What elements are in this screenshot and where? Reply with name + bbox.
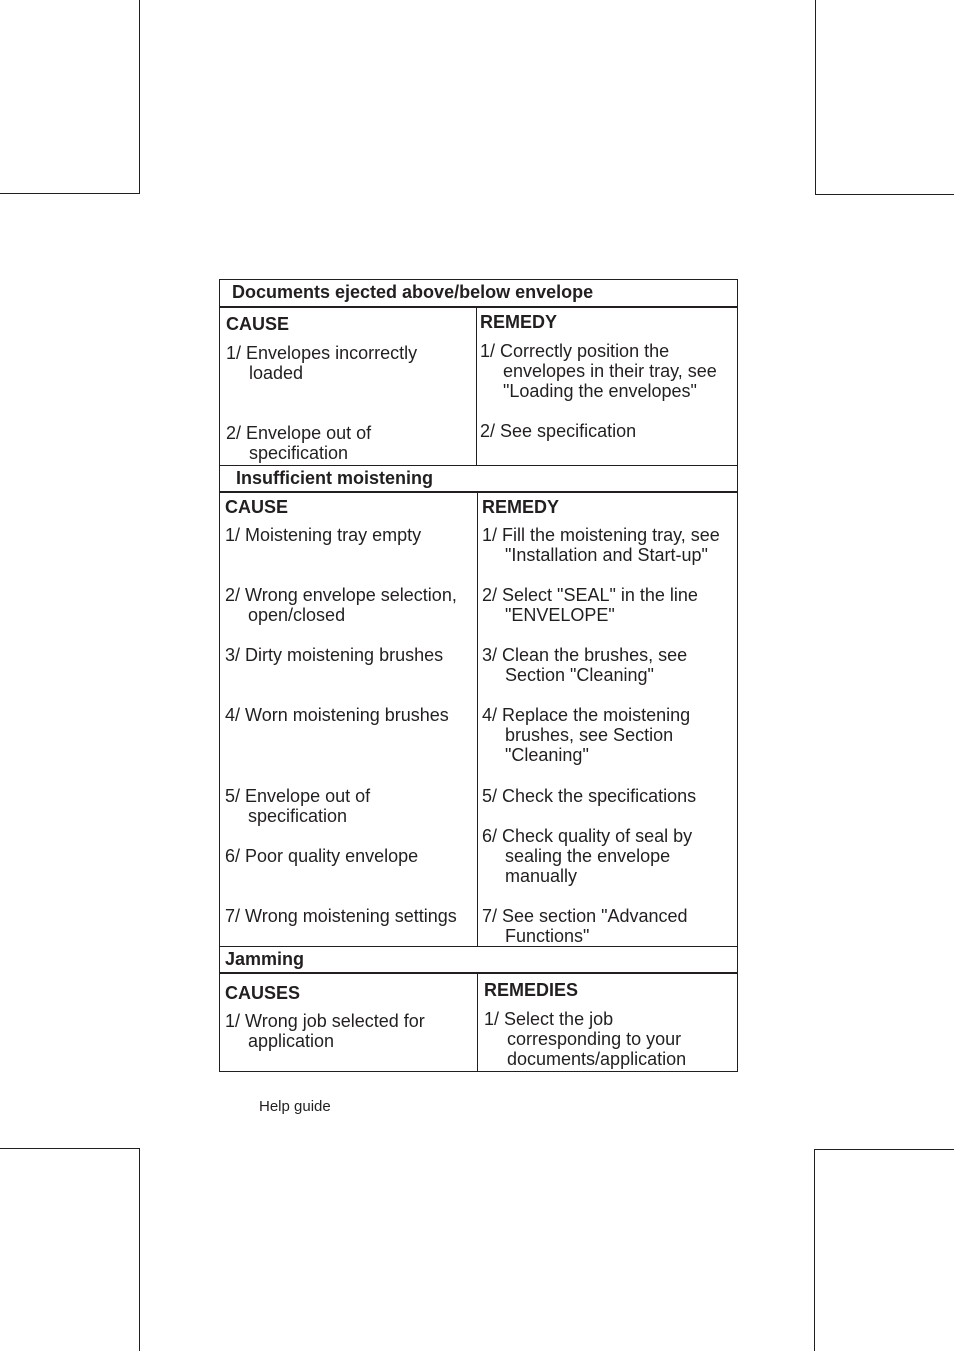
item-number: 3/ <box>225 645 241 665</box>
remedy-header: REMEDIES <box>484 980 579 1000</box>
item-text: Check quality of seal by <box>502 826 693 846</box>
cause-item <box>225 705 449 725</box>
item-number: 1/ <box>225 1011 241 1031</box>
item-text: Clean the brushes, see <box>502 645 688 665</box>
crop-mark-top-right-vertical <box>815 0 816 195</box>
crop-mark-top-right-horizontal <box>815 194 954 195</box>
remedy-item <box>482 826 692 886</box>
item-number: 2/ <box>482 585 498 605</box>
item-text: specification <box>249 443 349 463</box>
section-title: Documents ejected above/below envelope <box>232 282 594 302</box>
item-text: Correctly position the <box>500 341 670 361</box>
item-text: "Installation and Start-up" <box>505 545 708 565</box>
item-text: Functions" <box>505 926 590 946</box>
item-text: Moistening tray empty <box>245 525 422 545</box>
item-text: "Cleaning" <box>505 745 589 765</box>
remedy-item <box>482 906 688 946</box>
item-number: 5/ <box>482 786 498 806</box>
item-number: 7/ <box>225 906 241 926</box>
item-text: "ENVELOPE" <box>505 605 615 625</box>
item-text: See specification <box>500 421 637 441</box>
item-number: 3/ <box>482 645 498 665</box>
column-divider-section-2 <box>477 492 478 947</box>
item-text: loaded <box>249 363 304 383</box>
remedy-item <box>484 1009 686 1069</box>
crop-mark-bottom-left-horizontal <box>0 1148 140 1149</box>
cause-item <box>225 585 457 625</box>
column-divider-section-3 <box>477 973 478 1072</box>
rule-under-section-3-title <box>220 972 737 974</box>
cause-item <box>225 786 370 826</box>
rule-under-section-1-title <box>220 306 737 308</box>
cause-header: CAUSES <box>225 983 301 1003</box>
cause-item <box>225 846 418 866</box>
item-text: Section "Cleaning" <box>505 665 654 685</box>
remedy-item <box>482 645 687 685</box>
item-text: manually <box>505 866 578 886</box>
remedy-item <box>482 525 720 565</box>
cause-item <box>226 423 371 463</box>
item-text: Wrong job selected for <box>245 1011 425 1031</box>
cause-header: CAUSE <box>226 314 290 334</box>
item-text: specification <box>248 806 348 826</box>
item-text: Wrong moistening settings <box>245 906 457 926</box>
item-text: Fill the moistening tray, see <box>502 525 720 545</box>
item-number: 1/ <box>226 343 242 363</box>
remedy-header: REMEDY <box>480 312 558 332</box>
cause-item <box>225 1011 425 1051</box>
remedy-item <box>482 585 698 625</box>
rule-under-section-2 <box>220 946 737 947</box>
item-number: 2/ <box>226 423 242 443</box>
remedy-item <box>480 421 636 441</box>
item-number: 1/ <box>484 1009 500 1029</box>
item-number: 7/ <box>482 906 498 926</box>
crop-mark-top-left-vertical <box>139 0 140 194</box>
item-number: 6/ <box>225 846 241 866</box>
troubleshooting-table <box>219 279 738 1072</box>
section-title: Jamming <box>225 949 305 969</box>
remedy-item <box>482 705 690 765</box>
page-footer: Help guide <box>259 1098 331 1115</box>
item-text: Worn moistening brushes <box>245 705 449 725</box>
item-text: Select "SEAL" in the line <box>502 585 698 605</box>
item-text: application <box>248 1031 335 1051</box>
item-text: Check the specifications <box>502 786 697 806</box>
item-number: 1/ <box>225 525 241 545</box>
item-number: 2/ <box>225 585 241 605</box>
cause-header: CAUSE <box>225 497 289 517</box>
item-text: Replace the moistening <box>502 705 691 725</box>
rule-under-section-2-title <box>220 491 737 493</box>
column-divider-section-1 <box>476 307 477 466</box>
crop-mark-top-left-horizontal <box>0 193 140 194</box>
item-number: 2/ <box>480 421 496 441</box>
item-text: sealing the envelope <box>505 846 671 866</box>
item-number: 4/ <box>225 705 241 725</box>
cause-item <box>226 343 417 383</box>
item-text: Wrong envelope selection, <box>245 585 457 605</box>
item-text: Envelope out of <box>246 423 372 443</box>
cause-item <box>225 906 457 926</box>
crop-mark-bottom-right-vertical <box>814 1149 815 1351</box>
remedy-header: REMEDY <box>482 497 560 517</box>
item-text: Envelopes incorrectly <box>246 343 418 363</box>
cause-item <box>225 645 443 665</box>
item-text: "Loading the envelopes" <box>503 381 697 401</box>
item-text: envelopes in their tray, see <box>503 361 717 381</box>
remedy-item <box>480 341 717 401</box>
item-text: Select the job <box>504 1009 614 1029</box>
item-text: documents/application <box>507 1049 687 1069</box>
item-number: 5/ <box>225 786 241 806</box>
item-number: 1/ <box>482 525 498 545</box>
item-number: 1/ <box>480 341 496 361</box>
item-text: brushes, see Section <box>505 725 674 745</box>
item-text: open/closed <box>248 605 346 625</box>
item-text: corresponding to your <box>507 1029 682 1049</box>
item-text: See section "Advanced <box>502 906 688 926</box>
crop-mark-bottom-right-horizontal <box>814 1149 954 1150</box>
item-text: Envelope out of <box>245 786 371 806</box>
item-text: Dirty moistening brushes <box>245 645 444 665</box>
item-number: 6/ <box>482 826 498 846</box>
remedy-item <box>482 786 696 806</box>
cause-item <box>225 525 421 545</box>
section-title: Insufficient moistening <box>236 468 434 488</box>
rule-under-section-1 <box>220 465 737 466</box>
crop-mark-bottom-left-vertical <box>139 1148 140 1351</box>
item-number: 4/ <box>482 705 498 725</box>
item-text: Poor quality envelope <box>245 846 419 866</box>
